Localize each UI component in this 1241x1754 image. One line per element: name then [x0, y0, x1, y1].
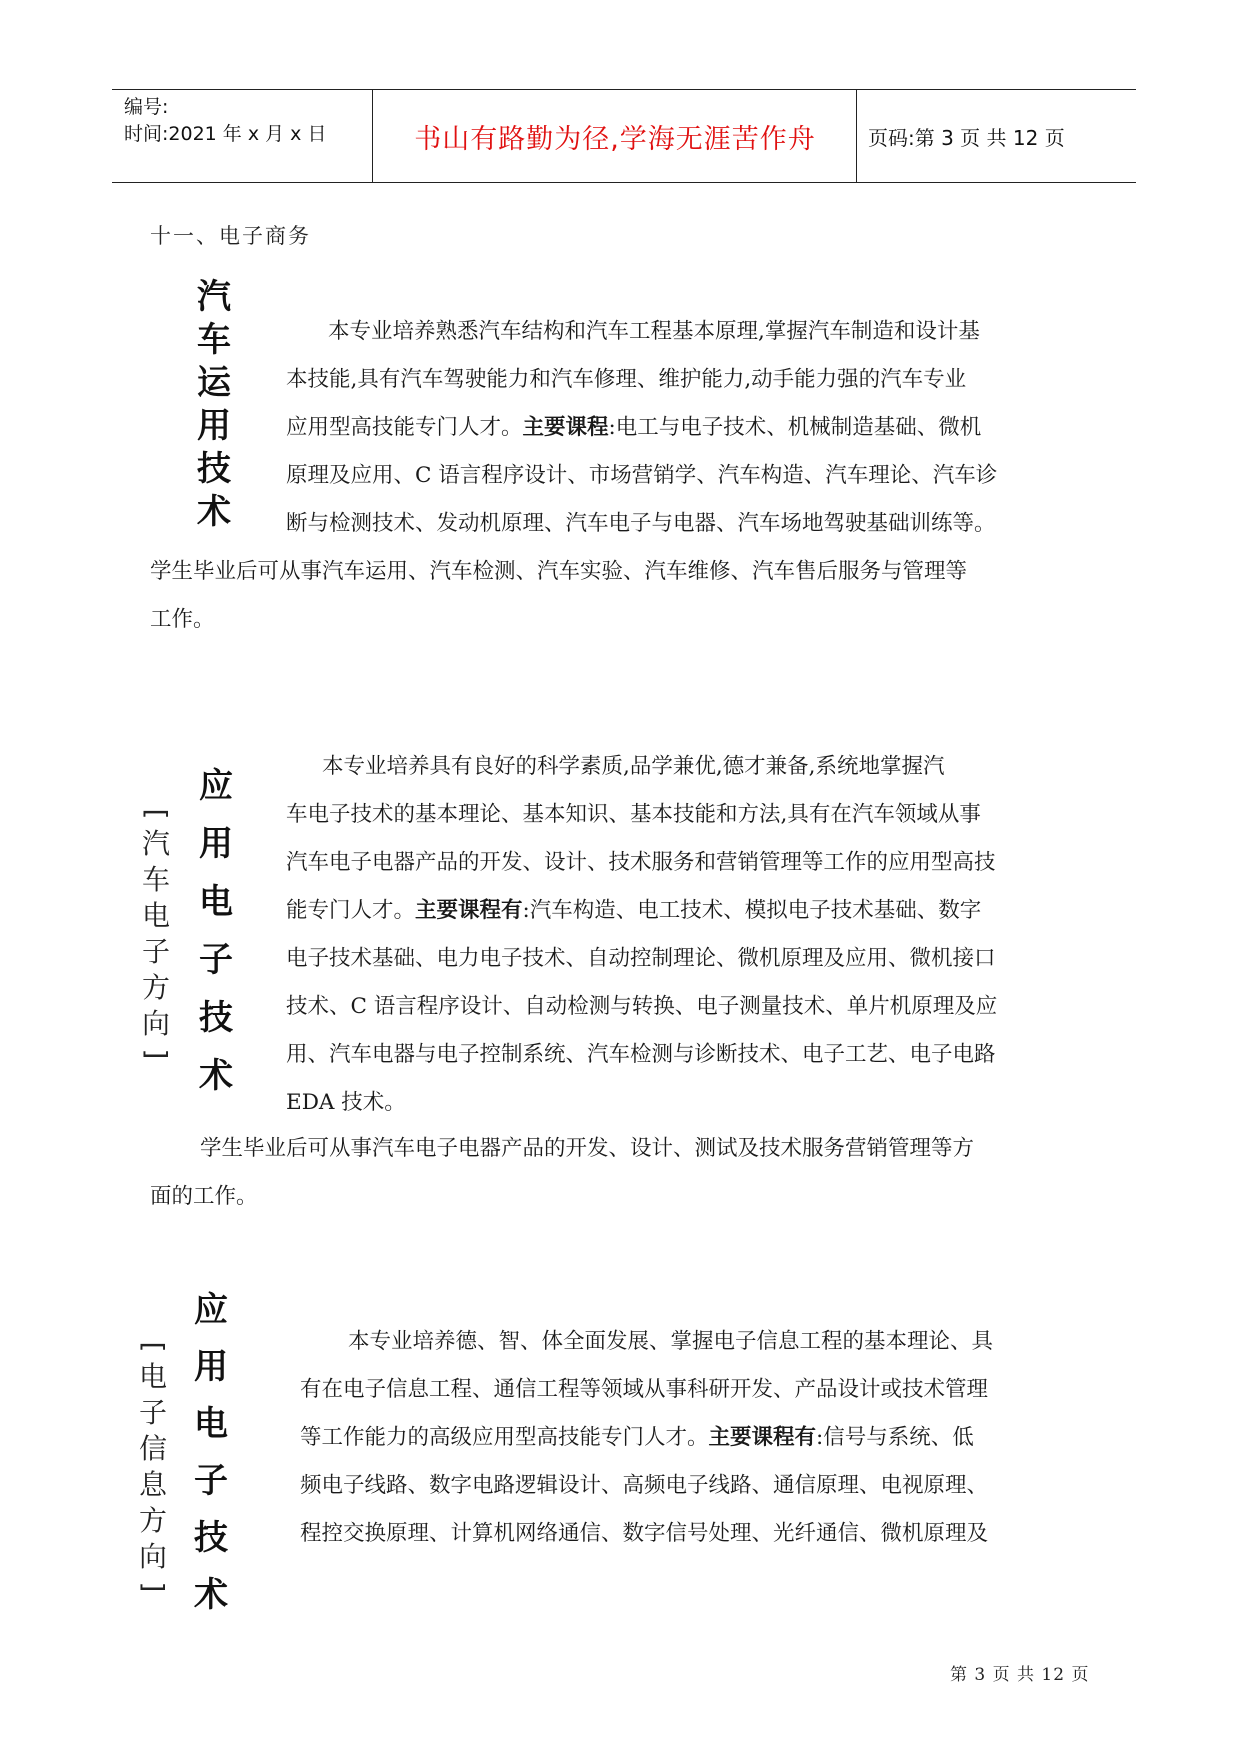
title-char: 运 — [197, 363, 231, 403]
graduate-paragraph-automotive-electronics — [150, 1125, 1102, 1221]
title-char: 用 — [194, 1347, 228, 1387]
subtitle-char: 向 — [141, 1007, 170, 1040]
header-divider — [856, 90, 857, 182]
title-char: 应 — [194, 1290, 228, 1330]
section-title: 十一、电子商务 — [150, 224, 311, 248]
vertical-subtitle-automotive-electronics — [134, 802, 178, 1066]
page-footer: 第 3 页 共 12 页 — [950, 1665, 1090, 1685]
para-line: 面的工作。 — [150, 1184, 258, 1209]
para-line: 本专业培养熟悉汽车结构和汽车工程基本原理,掌握汽车制造和设计基 — [328, 319, 980, 344]
para-line: 本专业培养具有良好的科学素质,品学兼优,德才兼备,系统地掌握汽 — [322, 754, 945, 779]
bold-label: 主要课程有 — [415, 898, 523, 923]
title-char: 技 — [197, 449, 231, 489]
subtitle-char: 子 — [138, 1396, 167, 1429]
vertical-subtitle-electronic-information — [131, 1335, 175, 1599]
title-char: 车 — [197, 320, 231, 360]
title-char: 用 — [197, 406, 231, 446]
para-line: 学生毕业后可从事汽车电子电器产品的开发、设计、测试及技术服务营销管理等方 — [200, 1136, 975, 1161]
subtitle-char: 电 — [138, 1360, 167, 1393]
para-line — [286, 404, 1102, 452]
header-page-info: 页码:第 3 页 共 12 页 — [868, 125, 1065, 150]
para-line: 程控交换原理、计算机网络通信、数字信号处理、光纤通信、微机原理及 — [300, 1521, 989, 1546]
paragraph-electronic-information — [300, 1318, 1102, 1558]
vertical-title-applied-electronics — [186, 757, 246, 1105]
para-line: 电子技术基础、电力电子技术、自动控制理论、微机原理及应用、微机接口 — [286, 946, 996, 971]
para-line — [286, 887, 1102, 935]
para-line: 技术、C 语言程序设计、自动检测与转换、电子测量技术、单片机原理及应 — [286, 994, 998, 1019]
para-line: 工作。 — [150, 607, 215, 632]
title-char: 术 — [197, 492, 231, 532]
para-line: 原理及应用、C 语言程序设计、市场营销学、汽车构造、汽车理论、汽车诊 — [286, 463, 998, 488]
header-meta — [124, 94, 326, 148]
document-header — [112, 89, 1136, 183]
bold-label: 主要课程有 — [708, 1425, 817, 1450]
para-text: :汽车构造、电工技术、模拟电子技术基础、数字 — [522, 898, 982, 923]
para-line: EDA 技术。 — [286, 1090, 406, 1115]
title-char: 子 — [199, 940, 233, 980]
subtitle-char: 向 — [138, 1540, 167, 1573]
para-line — [300, 1414, 1102, 1462]
para-line: 汽车电子电器产品的开发、设计、技术服务和营销管理等工作的应用型高技 — [286, 850, 996, 875]
bracket-open: [ — [140, 808, 173, 820]
graduate-paragraph-automobile-application — [150, 548, 1102, 644]
title-char: 应 — [199, 766, 233, 806]
para-line: 断与检测技术、发动机原理、汽车电子与电器、汽车场地驾驶基础训练等。 — [286, 511, 996, 536]
para-line: 用、汽车电器与电子控制系统、汽车检测与诊断技术、电子工艺、电子电路 — [286, 1042, 996, 1067]
para-line: 本专业培养德、智、体全面发展、掌握电子信息工程的基本理论、具 — [348, 1329, 994, 1354]
title-char: 电 — [199, 882, 233, 922]
para-line: 学生毕业后可从事汽车运用、汽车检测、汽车实验、汽车维修、汽车售后服务与管理等 — [150, 559, 968, 584]
vertical-title-applied-electronics-2 — [181, 1282, 241, 1624]
header-time: 时间:2021 年 x 月 x 日 — [124, 123, 327, 145]
vertical-title-automobile-application — [184, 276, 244, 534]
paragraph-automotive-electronics — [286, 743, 1102, 1127]
subtitle-char: 方 — [138, 1504, 167, 1537]
title-char: 技 — [199, 998, 233, 1038]
bracket-open: [ — [137, 1341, 170, 1353]
subtitle-char: 车 — [141, 863, 170, 896]
para-line: 车电子技术的基本理论、基本知识、基本技能和方法,具有在汽车领域从事 — [286, 802, 981, 827]
subtitle-char: 汽 — [141, 827, 170, 860]
title-char: 技 — [194, 1518, 228, 1558]
bracket-close: ] — [140, 1048, 173, 1060]
title-char: 术 — [194, 1575, 228, 1615]
para-text: :电工与电子技术、机械制造基础、微机 — [608, 415, 982, 440]
title-char: 术 — [199, 1056, 233, 1096]
subtitle-char: 方 — [141, 971, 170, 1004]
para-text: :信号与系统、低 — [816, 1425, 974, 1450]
subtitle-char: 电 — [141, 899, 170, 932]
bracket-close: ] — [137, 1581, 170, 1593]
para-text: 等工作能力的高级应用型高技能专门人才。 — [300, 1425, 709, 1450]
title-char: 用 — [199, 824, 233, 864]
title-char: 子 — [194, 1461, 228, 1501]
title-char: 汽 — [197, 277, 231, 317]
para-line: 频电子线路、数字电路逻辑设计、高频电子线路、通信原理、电视原理、 — [300, 1473, 989, 1498]
paragraph-automobile-application — [286, 308, 1102, 548]
subtitle-char: 息 — [138, 1468, 167, 1501]
title-char: 电 — [194, 1404, 228, 1444]
header-divider — [372, 90, 373, 182]
header-number: 编号: — [124, 96, 169, 118]
subtitle-char: 信 — [138, 1432, 167, 1465]
header-motto: 书山有路勤为径,学海无涯苦作舟 — [414, 123, 816, 155]
para-line: 本技能,具有汽车驾驶能力和汽车修理、维护能力,动手能力强的汽车专业 — [286, 367, 967, 392]
bold-label: 主要课程 — [522, 415, 609, 440]
para-line: 有在电子信息工程、通信工程等领域从事科研开发、产品设计或技术管理 — [300, 1377, 989, 1402]
para-text: 能专门人才。 — [286, 898, 416, 923]
subtitle-char: 子 — [141, 935, 170, 968]
para-text: 应用型高技能专门人才。 — [286, 415, 523, 440]
